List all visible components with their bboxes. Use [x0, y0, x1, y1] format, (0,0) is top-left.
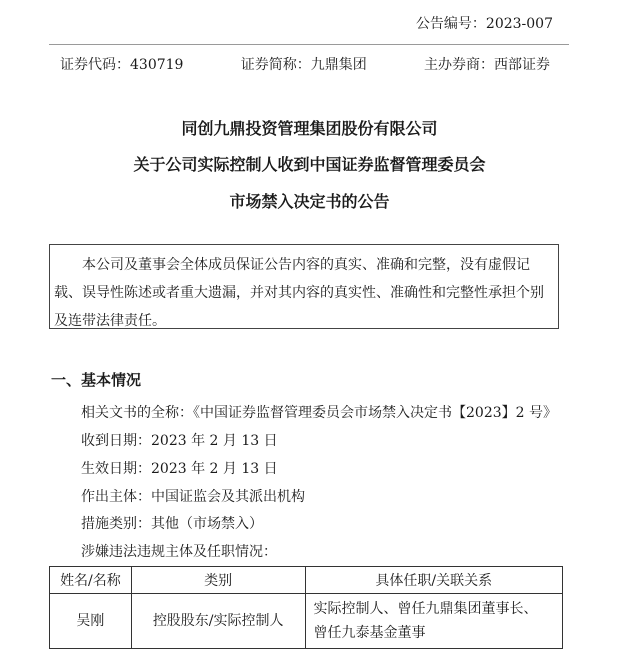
subject-category: 控股股东/实际控制人: [131, 594, 305, 649]
announcement-title-line-1: 关于公司实际控制人收到中国证券监督管理委员会: [133, 155, 486, 174]
section-heading-basic-info: 一、基本情况: [51, 371, 142, 389]
announcement-title-line-2: 市场禁入决定书的公告: [229, 192, 390, 211]
table-row: [50, 594, 563, 649]
security-info-row: [60, 54, 550, 74]
measure-type: 措施类别：其他（市场禁入）: [81, 516, 263, 532]
header-divider: [49, 44, 569, 45]
announcement-number: 公告编号：2023-007: [415, 16, 553, 32]
board-guarantee-notice: 本公司及董事会全体成员保证公告内容的真实、准确和完整，没有虚假记载、误导性陈述或者重大遗漏，并对其内容的真实性、准确性和完整性承担个别及连带法律责任。: [49, 244, 559, 329]
subject-relation-line-1: 实际控制人、曾任九鼎集团董事长、: [313, 601, 538, 617]
effective-date: 生效日期：2023 年 2 月 13 日: [81, 461, 278, 477]
document-name: 相关文书的全称：《中国证券监督管理委员会市场禁入决定书【2023】2 号》: [81, 405, 557, 421]
company-name: 同创九鼎投资管理集团股份有限公司: [181, 119, 438, 138]
issuing-authority: 作出主体：中国证监会及其派出机构: [81, 489, 305, 505]
table-header-row: [50, 567, 563, 594]
subjects-intro: 涉嫌违法违规主体及任职情况：: [81, 544, 277, 560]
column-header-category: 类别: [131, 567, 305, 594]
received-date: 收到日期：2023 年 2 月 13 日: [81, 433, 278, 449]
lead-broker: 主办券商：西部证券: [423, 57, 550, 73]
subjects-table: [49, 566, 563, 649]
subject-name: 吴刚: [50, 594, 132, 649]
column-header-name: 姓名/名称: [50, 567, 132, 594]
security-abbreviation: 证券简称：九鼎集团: [240, 57, 367, 73]
security-code: 证券代码：430719: [60, 57, 184, 73]
subject-relation-line-2: 曾任九泰基金董事: [313, 625, 426, 641]
column-header-relation: 具体任职/关联关系: [305, 567, 563, 594]
subject-relation: [305, 594, 563, 649]
